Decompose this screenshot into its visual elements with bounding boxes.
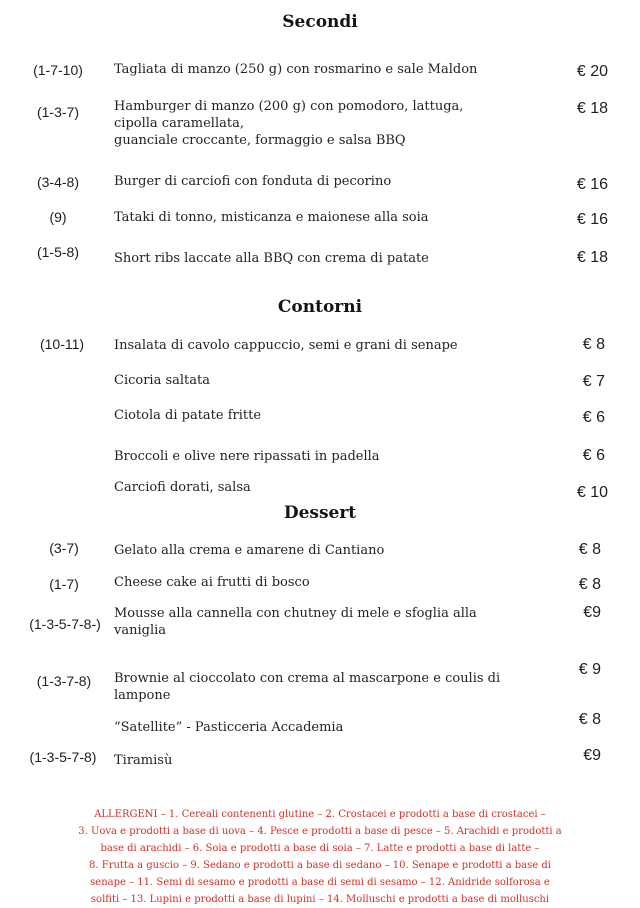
dish-name: [114, 670, 544, 704]
dish-price: € 8: [578, 711, 601, 728]
dish-name: Insalata di cavolo cappuccio, semi e grani di senape: [114, 338, 458, 353]
dish-name: Short ribs laccate alla BBQ con crema di patate: [114, 251, 429, 266]
allergen-legend-line: senape – 11. Semi di sesamo e prodotti a base di semi di sesamo – 12. Anidride solforosa e: [90, 877, 550, 888]
dish-name: [114, 605, 544, 639]
dish-name: Tiramisù: [114, 753, 173, 768]
dish-name-line: cipolla caramellata,: [114, 116, 244, 131]
dish-price: € 16: [576, 211, 608, 228]
section-title-secondi: Secondi: [282, 12, 358, 32]
dish-price: € 18: [576, 249, 608, 266]
dish-name-line: guanciale croccante, formaggio e salsa BBQ: [114, 133, 406, 148]
dish-name: [114, 98, 544, 149]
dish-price: € 8: [578, 541, 601, 558]
dish-price: € 20: [576, 63, 608, 80]
dish-price: € 7: [582, 373, 605, 390]
allergen-legend-line: base di arachidi – 6. Soia e prodotti a base di soia – 7. Latte e prodotti a base di latte –: [100, 843, 540, 854]
dish-price: € 8: [578, 576, 601, 593]
dish-price: €9: [583, 604, 601, 621]
allergen-codes: (1-5-8): [36, 244, 79, 260]
allergen-codes: (3-7): [49, 540, 79, 556]
allergen-legend-line: 3. Uova e prodotti a base di uova – 4. Pesce e prodotti a base di pesce – 5. Arachidi e prodotti a: [78, 826, 562, 837]
dish-name: Burger di carciofi con fonduta di pecorino: [114, 174, 392, 189]
allergen-codes: (10-11): [39, 336, 85, 352]
dish-price: € 16: [576, 176, 608, 193]
dish-name: Broccoli e olive nere ripassati in padella: [114, 449, 380, 464]
allergen-codes: (1-3-7-8): [36, 673, 92, 689]
allergen-legend-line: ALLERGENI – 1. Cereali contenenti glutine – 2. Crostacei e prodotti a base di crostacei –: [94, 809, 546, 820]
dish-name-line: Brownie al cioccolato con crema al mascarpone e coulis di: [114, 671, 501, 686]
dish-name: Ciotola di patate fritte: [114, 408, 262, 423]
allergen-legend-line: 8. Frutta a guscio – 9. Sedano e prodotti a base di sedano – 10. Senape e prodotti a base di: [89, 860, 551, 871]
dish-name: Cheese cake ai frutti di bosco: [114, 575, 310, 590]
dish-price: € 6: [582, 409, 605, 426]
dish-name: Cicoria saltata: [114, 373, 210, 388]
dish-name-line: lampone: [114, 688, 171, 703]
allergen-codes: (9): [49, 209, 67, 225]
allergen-codes: (1-3-5-7-8): [29, 749, 97, 765]
dish-name-line: vaniglia: [114, 623, 167, 638]
dish-price: € 6: [582, 447, 605, 464]
allergen-codes: (1-7-10): [33, 62, 83, 78]
dish-name: Gelato alla crema e amarene di Cantiano: [114, 543, 385, 558]
allergen-codes: (1-7): [49, 576, 79, 592]
dish-name: “Satellite” - Pasticceria Accademia: [114, 720, 344, 735]
dish-price: € 9: [578, 661, 601, 678]
dish-name-line: Hamburger di manzo (200 g) con pomodoro, lattuga,: [114, 99, 464, 114]
dish-price: € 18: [576, 100, 608, 117]
allergen-codes: (1-3-5-7-8-): [29, 616, 101, 632]
allergen-codes: (3-4-8): [36, 174, 79, 190]
allergen-legend: [40, 806, 600, 908]
dish-price: €9: [583, 747, 601, 764]
dish-price: € 10: [576, 484, 608, 501]
dish-name: Carciofi dorati, salsa: [114, 480, 251, 495]
dish-name: Tataki di tonno, misticanza e maionese alla soia: [114, 210, 429, 225]
dish-name: Tagliata di manzo (250 g) con rosmarino e sale Maldon: [114, 62, 478, 77]
dish-price: € 8: [582, 336, 605, 353]
allergen-legend-line: solfiti – 13. Lupini e prodotti a base di lupini – 14. Molluschi e prodotti a base di molluschi: [90, 894, 550, 905]
dish-name-line: Mousse alla cannella con chutney di mele e sfoglia alla: [114, 606, 477, 621]
section-title-contorni: Contorni: [277, 297, 363, 317]
allergen-codes: (1-3-7): [36, 104, 79, 120]
section-title-dessert: Dessert: [283, 503, 357, 523]
